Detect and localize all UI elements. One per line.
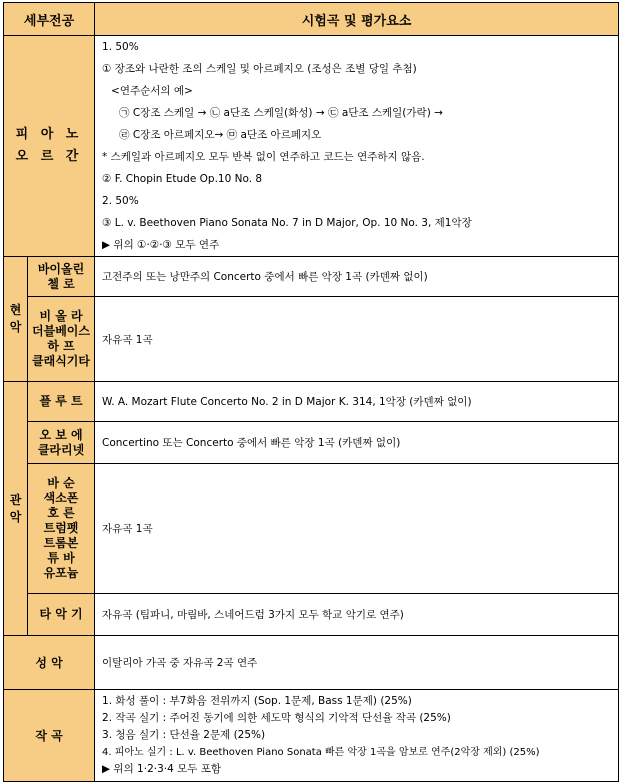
row-composition [4,690,619,782]
piano-line: ② F. Chopin Etude Op.10 No. 8 [102,173,263,185]
row-violin-cello [4,257,619,297]
header-pieces: 시험곡 및 평가요소 [95,3,619,36]
instrument-name: 튜 바 [47,551,75,565]
row-oboe-clarinet [4,422,619,464]
header-row [4,3,619,36]
composition-line: 2. 작곡 실기 : 주어진 동기에 의한 세도막 형식의 기악적 단선율 작곡 (25%) [102,712,451,724]
piano-line: 1. 50% [102,41,139,53]
composition-line: 4. 피아노 실기 : L. v. Beethoven Piano Sonata 빠른 악장 1곡을 암보로 연주(2악장 제외) (25%) [102,747,540,758]
instrument-name: 호 른 [47,506,75,520]
row-bassoon-etc [4,464,619,594]
winds-group-label [4,382,28,636]
instrument-name: 비 올 라 [39,309,83,323]
instrument-name: 하 프 [47,339,75,353]
instrument-name: 트럼펫 [43,521,79,535]
winds-char: 악 [9,509,22,524]
strings-char: 악 [9,320,22,334]
instrument-name: 클래식기타 [32,354,90,368]
instrument-name: 첼 로 [47,276,75,291]
row-flute [4,382,619,422]
strings-group-label [4,257,28,382]
exam-requirements-document [3,2,620,784]
violin-cello-label [28,257,95,297]
violin-cello-requirement: 고전주의 또는 낭만주의 Concerto 중에서 빠른 악장 1곡 (카덴짜 없이) [95,257,619,297]
instrument-name: 더블베이스 [32,324,90,338]
percussion-requirement: 자유곡 (팀파니, 마림바, 스네어드럼 3가지 모두 학교 악기로 연주) [95,594,619,636]
composition-line: 3. 청음 실기 : 단선율 2문제 (25%) [102,729,266,741]
exam-table [3,2,619,782]
flute-label [28,382,95,422]
winds-char: 관 [9,492,22,507]
bassoon-etc-label [28,464,95,594]
piano-line: <연주순서의 예> [111,85,193,97]
flute-requirement: W. A. Mozart Flute Concerto No. 2 in D Major K. 314, 1악장 (카덴짜 없이) [95,382,619,422]
row-viola-etc [4,297,619,382]
header-major: 세부전공 [4,3,95,36]
piano-requirements [95,36,619,257]
piano-line: ㉠ C장조 스케일 → ㉡ a단조 스케일(화성) → ㉢ a단조 스케일(가락) → [119,107,443,119]
voice-requirement: 이탈리아 가곡 중 자유곡 2곡 연주 [95,636,619,690]
instrument-name: 오 보 에 [39,427,83,442]
instrument-name: 타 악 기 [39,607,83,621]
percussion-label [28,594,95,636]
oboe-clarinet-requirement: Concertino 또는 Concerto 중에서 빠른 악장 1곡 (카덴짜 없이) [95,422,619,464]
viola-etc-requirement: 자유곡 1곡 [95,297,619,382]
piano-line: ③ L. v. Beethoven Piano Sonata No. 7 in D Major, Op. 10 No. 3, 제1악장 [102,217,472,229]
row-percussion [4,594,619,636]
piano-line: ① 장조와 나란한 조의 스케일 및 아르페지오 (조성은 조별 당일 추첨) [102,63,417,75]
composition-line: ▶ 위의 1·2·3·4 모두 포함 [102,763,222,775]
piano-organ-label [4,36,95,257]
instrument-name: 색소폰 [43,491,79,505]
viola-etc-label [28,297,95,382]
instrument-name: 트롬본 [43,536,79,550]
bassoon-etc-requirement: 자유곡 1곡 [95,464,619,594]
composition-requirements [95,690,619,782]
composition-line: 1. 화성 풀이 : 부7화음 전위까지 (Sop. 1문제, Bass 1문제) (25%) [102,695,412,707]
piano-line: ▶ 위의 ①·②·③ 모두 연주 [102,239,220,251]
row-piano [4,36,619,257]
piano-name-line: 피 아 노 [15,127,83,142]
instrument-name: 클라리넷 [37,442,85,457]
instrument-name: 바이올린 [37,261,85,276]
voice-label: 성 악 [4,636,95,690]
instrument-name: 바 순 [47,476,75,490]
instrument-name: 플 루 트 [39,394,83,408]
row-voice [4,636,619,690]
composition-label: 작 곡 [4,690,95,782]
oboe-clarinet-label [28,422,95,464]
piano-line: * 스케일과 아르페지오 모두 반복 없이 연주하고 코드는 연주하지 않음. [102,151,425,163]
piano-line: 2. 50% [102,195,139,207]
piano-line: ㉣ C장조 아르페지오→ ㉤ a단조 아르페지오 [119,129,322,141]
strings-char: 현 [9,303,22,317]
organ-name-line: 오 르 간 [15,149,83,164]
instrument-name: 유포늄 [43,566,79,580]
